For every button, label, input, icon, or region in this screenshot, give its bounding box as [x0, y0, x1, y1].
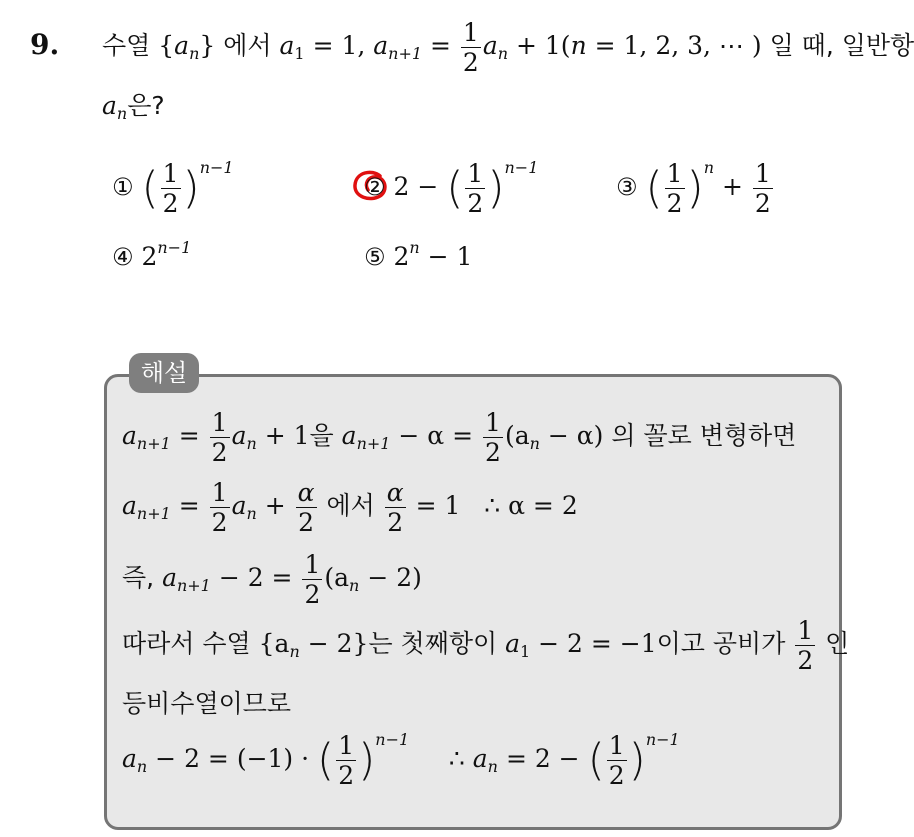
solution-line-5: 등비수열이므로 — [122, 689, 292, 718]
question-number: 9. — [30, 28, 60, 61]
choice-2[interactable]: ② 2 − ( $\frac{1}{2}$ )$^{n-1}$ — [364, 158, 539, 218]
fraction: $\frac{1}{2}$ — [462, 18, 479, 77]
solution-tab: 해설 — [129, 353, 199, 393]
choice-5[interactable]: ⑤ 2$^n$ − 1 — [364, 238, 473, 271]
choice-1[interactable]: ① ( $\frac{1}{2}$ )$^{n-1}$ — [112, 158, 234, 218]
question-text-1: 수열 — [102, 31, 151, 60]
choice-3[interactable]: ③ ( $\frac{1}{2}$ )$^n$ + $\frac{1}{2}$ — [616, 158, 771, 218]
solution-line-1: $a_{n+1}$ = $\frac{1}{2}$ $a_n + 1$을 $a_{n+1} - \alpha$ = $\frac{1}{2}$ $(a_n - \alpha)$ 의 꼴로 변형하면 — [122, 408, 797, 467]
solution-line-2: $a_{n+1}$ = $\frac{1}{2}$ $a_n$ + $\frac{\alpha}{2}$ 에서 $\frac{\alpha}{2}$ = 1 ∴ α = 2 — [122, 478, 578, 537]
solution-line-4: 따라서 수열 $\{a_n - 2\}$는 첫째항이 $a_1 - 2 = -1$이고 공비가 $\frac{1}{2}$ 인 — [122, 616, 850, 675]
question-line-2: $a_n$은? — [102, 91, 165, 123]
choice-4[interactable]: ④ $2^{n-1}$ — [112, 238, 192, 271]
solution-line-6: $a_n - 2 = (-1)$ · ( $\frac{1}{2}$ )$^{n-1}$ ∴ $a_n = 2$ − ( $\frac{1}{2}$ )$^{n-1}$ — [122, 730, 680, 790]
question-line-1: 수열 $\{a_n\}$ 에서 $a_1 = 1$, $a_{n+1}$ = $\frac{1}{2}$ $a_n + 1(n = 1$, 2, 3, ⋯ ) 일 때, 일반항 — [102, 18, 914, 77]
solution-line-3: 즉, $a_{n+1} - 2$ = $\frac{1}{2}$ $(a_n - 2)$ — [122, 550, 422, 609]
